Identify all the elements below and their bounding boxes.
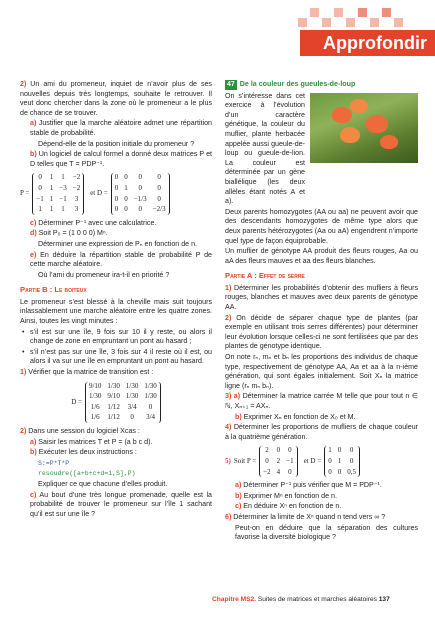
matrix-cell: 0 xyxy=(337,467,342,476)
matrix-cell: 0 xyxy=(157,173,161,182)
matrix-cell: 1/30 xyxy=(125,381,139,390)
matrix-cell: 1/30 xyxy=(88,392,102,401)
matrix-cell: 4 xyxy=(276,467,281,476)
matrix-cell: 0 xyxy=(114,205,119,214)
q2a-sub: Dépend-elle de la position initiale du promeneur ? xyxy=(38,139,195,148)
matrix-cell: −1/3 xyxy=(133,194,147,203)
matrix-cell: −3 xyxy=(59,183,67,192)
transition-matrix-row xyxy=(20,382,212,423)
title-bar xyxy=(300,30,435,56)
q2e-sub: Où l’ami du promeneur ira-t-il en priorité ? xyxy=(38,270,170,279)
matrix-cell: 0 xyxy=(124,205,128,214)
matrix-cell: 1/12 xyxy=(107,402,120,411)
a5-matrices: 5) Soit P = 2 0 0 0 2 −1 −2 4 0 et D = 1 0 0 0 1 0 0 0 0,5 xyxy=(225,446,418,477)
a2-sub: On note rₙ, mₙ et bₙ les proportions des individus de chaque type, respectivement de génotype AA, Aa et aa à la n-ième génération, qui sont égales initialement. Soit Xₙ la matrice ligne (rₙ mₙ bₙ). xyxy=(225,353,418,390)
matrices-P-D xyxy=(20,173,212,214)
section-B-heading: Partie B : Le boiteux xyxy=(20,285,87,295)
intro-3: Un muflier de génotype AA produit des fleurs rouges, Aa ou aA des fleurs mauves et aa des fleurs blanches. xyxy=(225,247,418,265)
matrix-cell: 0 xyxy=(349,446,354,455)
matrix-cell: −1 xyxy=(286,456,294,465)
matrix-cell: 1/30 xyxy=(144,381,157,390)
matrix-cell: 0 xyxy=(38,183,42,192)
matrix-cell: 1 xyxy=(49,205,54,214)
left-column xyxy=(20,80,212,520)
matrix-cell: 0 xyxy=(130,413,134,422)
matrix-cell: −1 xyxy=(59,194,67,203)
a4: 4) Déterminer les proportions de mufliers de chaque couleur à la quatrième génération. xyxy=(225,423,418,441)
matrix-cell: −2 xyxy=(72,173,81,182)
a5a: a) Déterminer P⁻¹ puis vérifier que M = PDP⁻¹. xyxy=(235,481,382,490)
q2-intro: 2) Un ami du promeneur, inquiet de n’avoir plus de ses nouvelles depuis très longtemps, souhaite le retrouver. Il veut donc chercher dans la zone où le promeneur a le plus de chance de se trouver. xyxy=(20,80,212,117)
matrix-cell: 1 xyxy=(49,173,54,182)
b2b-sub: Expliquer ce que chacune d’elles produit. xyxy=(38,479,168,488)
matrix-cell: 1 xyxy=(337,456,342,465)
matrix-cell: 3/4 xyxy=(127,402,137,411)
matrix-cell: 0 xyxy=(288,467,292,476)
section-A-heading: Partie A : Effet de serre xyxy=(225,271,305,281)
matrix-cell: 3 xyxy=(74,194,79,203)
b-bullet-1: • s’il est sur une île, 9 fois sur 10 il y reste, ou alors il change de zone en empruntant un pont au hasard ; xyxy=(20,328,212,347)
matrix-cell: 9/10 xyxy=(107,392,120,401)
matrix-cell: 1 xyxy=(124,183,128,192)
exercise-title: De la couleur des gueules-de-loup xyxy=(239,80,356,88)
matrix-cell: 0 xyxy=(114,173,119,182)
footer-text: Suites de matrices et marches aléatoires xyxy=(257,596,377,603)
a6-sub: Peut-on en déduire que la séparation des cultures favorise la diversité biologique ? xyxy=(235,523,418,542)
a2: 2) On décide de séparer chaque type de plantes (par exemple en utilisant trois serres différentes) pour déterminer leur évolution lorsque celles-ci ne sont fertilisées que par des plantes de génotype identique. xyxy=(225,313,418,351)
matrix-P xyxy=(32,173,84,214)
matrix-cell: 1/12 xyxy=(107,413,120,422)
a5-D-label: et D = xyxy=(303,456,322,465)
b-bullet-2: • s’il n’est pas sur une île, 3 fois sur 4 il reste où il est, ou alors il va sur une île en empruntant un pont au hasard. xyxy=(20,348,212,367)
P-label: P = xyxy=(20,189,30,198)
a5-P-label: Soit P = xyxy=(233,456,257,465)
matrix-cell: 1 xyxy=(49,183,54,192)
footer-chapter: Chapitre MS2. xyxy=(212,596,256,603)
matrix-cell: 0 xyxy=(349,456,354,465)
matrix-cell: 0 xyxy=(124,194,128,203)
matrix-cell: 3 xyxy=(74,205,79,214)
matrix-cell: 1/6 xyxy=(90,413,100,422)
b2a: a) Saisir les matrices T et P = (a b c d). xyxy=(30,437,153,446)
q2d: d) Soit P₀ = (1 0 0 0) Mⁿ. xyxy=(30,229,108,238)
q2c: c) Déterminer P⁻¹ avec une calculatrice. xyxy=(30,218,157,227)
q2d-sub: Déterminer une expression de Pₙ en fonction de n. xyxy=(38,239,197,248)
transition-matrix xyxy=(85,382,161,423)
D-label: et D = xyxy=(90,189,108,198)
matrix-D xyxy=(111,173,170,214)
intro-1: On s’intéresse dans cet exercice à l’évolution d’un caractère génétique, la couleur du muflier, plante herbacée appelée aussi gueule-de-loup ou gueule-de-lion. La couleur est déterminée par un gène biallélique (les deux allèles étant notés A et a). xyxy=(225,91,305,206)
matrix-cell: 2 xyxy=(276,456,281,465)
matrix-cell: 0 xyxy=(288,446,292,455)
page-header xyxy=(0,0,435,55)
a5-matrix-P xyxy=(259,446,297,477)
matrix-cell: 0 xyxy=(157,183,161,192)
matrix-cell: 0 xyxy=(138,173,142,182)
q2e: e) En déduire la répartition stable de probabilité P de cette marche aléatoire. xyxy=(30,250,212,269)
matrix-cell: 0 xyxy=(276,446,281,455)
matrix-cell: 1 xyxy=(38,205,42,214)
matrix-cell: 0 xyxy=(114,194,119,203)
matrix-cell: 1 xyxy=(61,205,65,214)
b-intro: Le promeneur s’est blessé à la cheville mais suit toujours inlassablement une marche aléatoire entre les quatre zones. Ainsi, toutes les vingt minutes : xyxy=(20,297,212,326)
intro-2: Deux parents homozygotes (AA ou aa) ne peuvent avoir que des descendants homozygotes de même type alors que deux parents hétérozygotes (Aa ou aA) engendrent n’importe quel type de façon équiprobable. xyxy=(225,207,418,245)
page-footer xyxy=(212,596,390,603)
matrix-cell: 1 xyxy=(61,173,65,182)
transition-matrix-label: D = xyxy=(71,397,82,406)
matrix-cell: 3/4 xyxy=(146,413,156,422)
matrix-cell: 0 xyxy=(265,456,269,465)
code-line-1: S:=P*T*P xyxy=(38,459,70,467)
b2b: b) Exécuter les deux instructions : xyxy=(30,448,137,457)
a3b: b) Exprimer Xₙ en fonction de X₀ et M. xyxy=(235,412,356,421)
matrix-cell: 1/30 xyxy=(107,381,120,390)
matrix-cell: −2 xyxy=(72,183,81,192)
matrix-cell: −2/3 xyxy=(152,205,166,214)
b2c: c) Au bout d’une très longue promenade, quelle est la probabilité de trouver le promeneur sur l’île 1 sachant qu’il est sur une île ? xyxy=(30,490,212,518)
exercise-number: 47 xyxy=(227,81,235,88)
page-title: Approfondir xyxy=(323,33,427,53)
matrix-cell: 9/10 xyxy=(88,381,102,390)
matrix-cell: 0 xyxy=(138,183,142,192)
matrix-cell: 2 xyxy=(265,446,269,455)
a3a: 3) a) Déterminer la matrice carrée M telle que pour tout n ∈ ℕ, Xₙ₊₁ = AXₙ. xyxy=(225,392,418,410)
code-line-2: resoudre([a+b+c+d=1,S],P) xyxy=(38,470,136,478)
q2a: a) Justifier que la marche aléatoire admet une répartition stable de probabilité. xyxy=(30,119,212,137)
matrix-cell: 0 xyxy=(337,446,342,455)
matrix-cell: 0 xyxy=(114,183,119,192)
b2: 2) Dans une session du logiciel Xcas : xyxy=(20,427,140,435)
a5b: b) Exprimer Mⁿ en fonction de n. xyxy=(235,491,337,500)
matrix-cell: 0 xyxy=(38,173,42,182)
a5c: c) En déduire Xⁿ en fonction de n. xyxy=(235,502,342,511)
page-number: 137 xyxy=(378,596,390,603)
right-column xyxy=(225,80,418,544)
a1: 1) Déterminer les probabilités d’obtenir des mufliers à fleurs rouges, blanches et mauves avec deux parents de génotype AA. xyxy=(225,283,418,312)
exercise-header xyxy=(225,80,418,90)
matrix-cell: −2 xyxy=(263,467,271,476)
matrix-cell: 1 xyxy=(49,194,54,203)
matrix-cell: 1/6 xyxy=(90,402,100,411)
b1: 1) Vérifier que la matrice de transition est : xyxy=(20,368,154,377)
a5-matrix-D xyxy=(324,446,360,477)
matrix-cell: 0 xyxy=(124,173,128,182)
matrix-cell: 0,5 xyxy=(347,467,356,476)
matrix-cell: 0 xyxy=(157,194,161,203)
matrix-cell: 0 xyxy=(328,456,332,465)
matrix-cell: 0 xyxy=(328,467,332,476)
matrix-cell: 0 xyxy=(138,205,142,214)
matrix-cell: 1/30 xyxy=(144,392,157,401)
matrix-cell: 0 xyxy=(148,402,153,411)
a6: 6) Déterminer la limite de Xⁿ quand n tend vers ∞ ? xyxy=(225,512,386,521)
matrix-cell: 1 xyxy=(328,446,332,455)
matrix-cell: 1/30 xyxy=(125,392,139,401)
matrix-cell: −1 xyxy=(36,194,44,203)
q2b: b) Un logiciel de calcul formel a donné deux matrices P et D telles que T = PDP⁻¹. xyxy=(30,150,212,168)
